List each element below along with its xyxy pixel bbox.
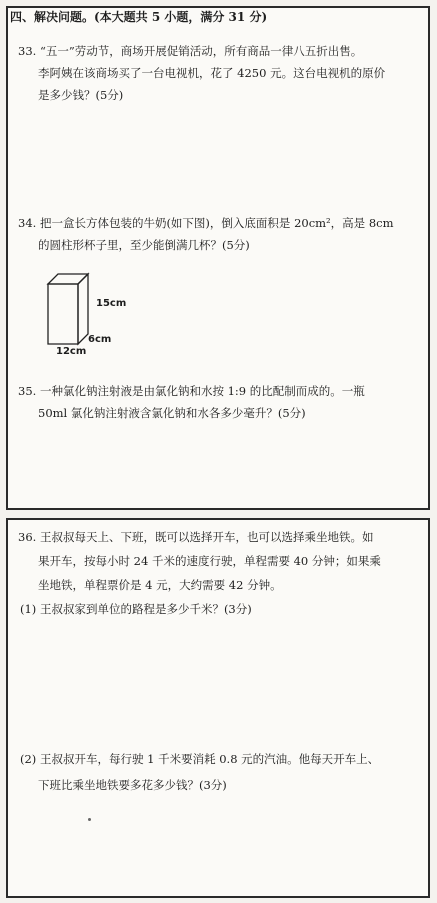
q34-line2: 的圆柱形杯子里，至少能倒满几杯？(5分) xyxy=(38,238,250,252)
dim-length-label: 12cm xyxy=(56,346,87,357)
q36-sub2-line2: 下班比乘坐地铁要多花多少钱？(3分) xyxy=(38,778,227,792)
q36-sub1: (1) 王叔叔家到单位的路程是多少千米？(3分) xyxy=(20,602,252,616)
cuboid-top-face xyxy=(48,274,88,284)
dim-height-label: 15cm xyxy=(96,298,127,309)
q35-line2: 50ml 氯化钠注射液含氯化钠和水各多少毫升？(5分) xyxy=(38,406,306,420)
q36-line2: 果开车，按每小时 24 千米的速度行驶，单程需要 40 分钟；如果乘 xyxy=(38,554,381,568)
cuboid-front-face xyxy=(48,284,78,344)
dim-width-label: 6cm xyxy=(88,334,112,345)
page-section-2 xyxy=(6,518,430,898)
q36-line1: 36. 王叔叔每天上、下班，既可以选择开车，也可以选择乘坐地铁。如 xyxy=(18,530,374,544)
q36-sub2-line1: (2) 王叔叔开车，每行驶 1 千米要消耗 0.8 元的汽油。他每天开车上、 xyxy=(20,752,380,766)
section-header: 四、解决问题。(本大题共 5 小题，满分 31 分) xyxy=(10,10,268,24)
q33-line1: 33. “五一”劳动节，商场开展促销活动，所有商品一律八五折出售。 xyxy=(18,44,363,58)
q35-line1: 35. 一种氯化钠注射液是由氯化钠和水按 1:9 的比配制而成的。一瓶 xyxy=(18,384,365,398)
page-section-1 xyxy=(6,6,430,510)
q33-line3: 是多少钱？(5分) xyxy=(38,88,124,102)
cuboid-side-face xyxy=(78,274,88,344)
q36-line3: 坐地铁，单程票价是 4 元，大约需要 42 分钟。 xyxy=(38,578,282,592)
q33-line2: 李阿姨在该商场买了一台电视机，花了 4250 元。这台电视机的原价 xyxy=(38,66,386,80)
q34-line1: 34. 把一盒长方体包装的牛奶(如下图)，倒入底面积是 20cm²，高是 8cm xyxy=(18,216,394,230)
stray-mark xyxy=(88,818,91,821)
